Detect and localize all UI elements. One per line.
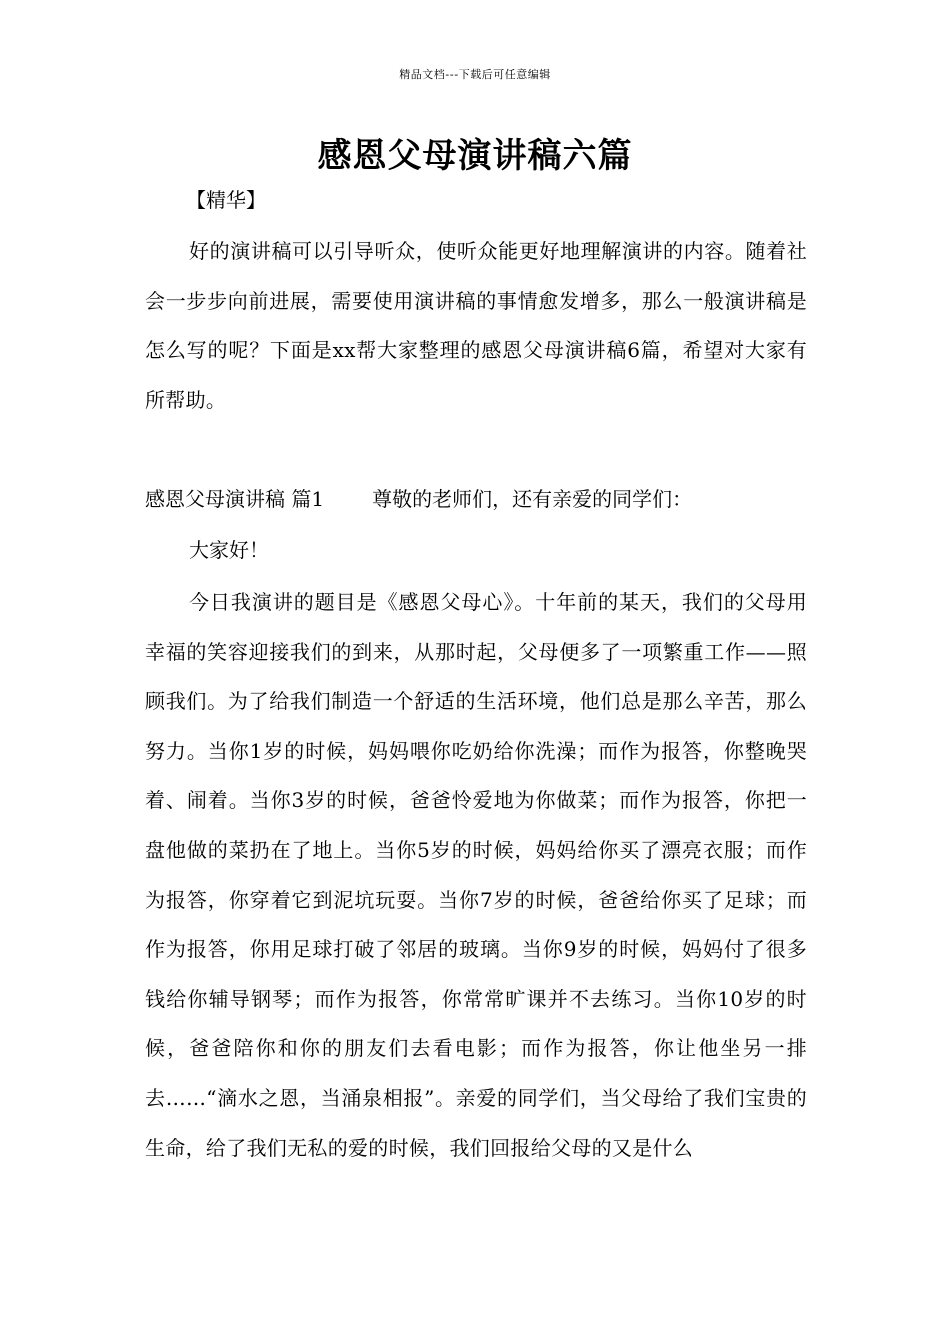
tag-label: 【精华】 [186,188,266,212]
salutation: 尊敬的老师们，还有亲爱的同学们： [372,487,693,511]
greeting: 大家好！ [189,538,269,562]
intro-paragraph: 好的演讲稿可以引导听众，使听众能更好地理解演讲的内容。随着社会一步步向前进展，需要使用演讲稿的事情愈发增多，那么一般演讲稿是怎么写的呢？下面是xx帮大家整理的感恩父母演讲稿6篇，希望对大家有所帮助。 [145,239,807,412]
section-heading-row [145,479,807,519]
speech-paragraph: 今日我演讲的题目是《感恩父母心》。十年前的某天，我们的父母用幸福的笑容迎接我们的到来，从那时起，父母便多了一项繁重工作——照顾我们。为了给我们制造一个舒适的生活环境，他们总是那么辛苦，那么努力。当你1岁的时候，妈妈喂你吃奶给你洗澡；而作为报答，你整晚哭着、闹着。当你3岁的时候，爸爸怜爱地为你做菜；而作为报答，你把一盘他做的菜扔在了地上。当你5岁的时候，妈妈给你买了漂亮衣服；而作为报答，你穿着它到泥坑玩耍。当你7岁的时候，爸爸给你买了足球；而作为报答，你用足球打破了邻居的玻璃。当你9岁的时候，妈妈付了很多钱给你辅导钢琴；而作为报答，你常常旷课并不去练习。当你10岁的时候，爸爸陪你和你的朋友们去看电影；而作为报答，你让他坐另一排去……“滴水之恩，当涌泉相报”。亲爱的同学们，当父母给了我们宝贵的生命，给了我们无私的爱的时候，我们回报给父母的又是什么 [145,590,807,1160]
document-title: 感恩父母演讲稿六篇 [317,136,633,176]
header-note: 精品文档---下载后可任意编辑 [399,68,551,81]
section-heading: 感恩父母演讲稿 篇1 [145,487,325,511]
